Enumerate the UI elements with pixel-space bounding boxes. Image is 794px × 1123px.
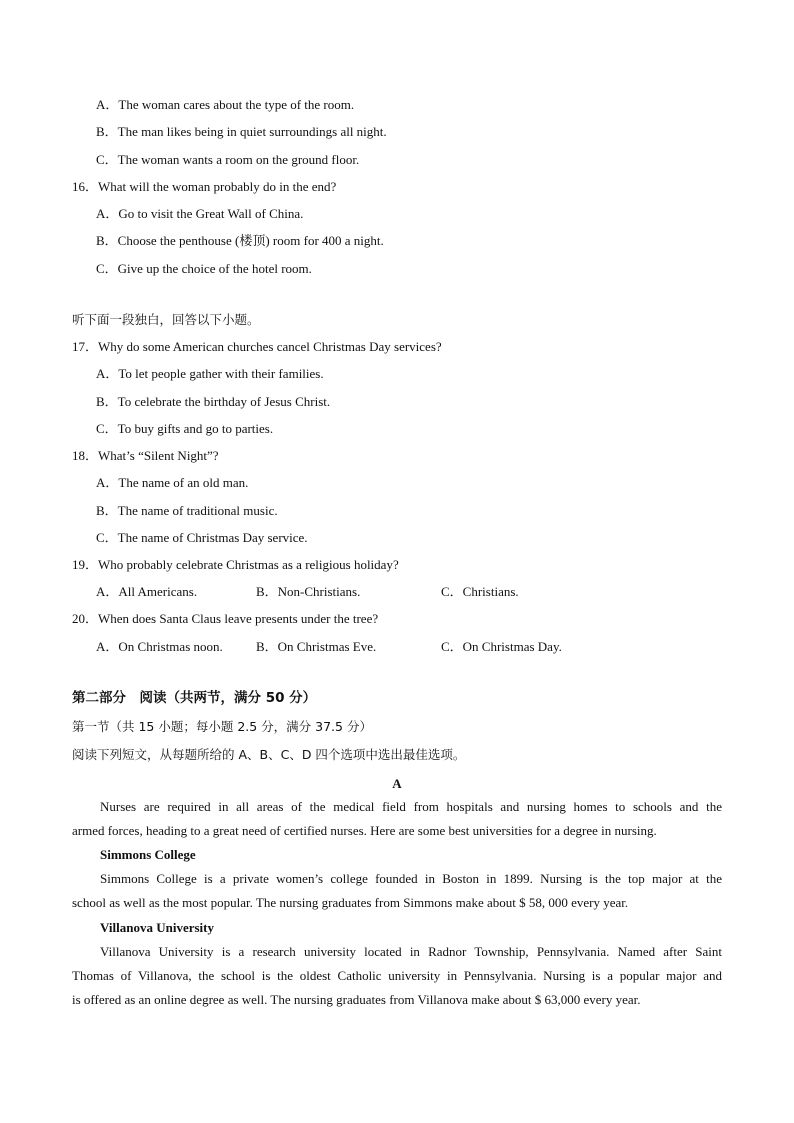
q15-option-b: B．The man likes being in quiet surroundings all night. [96,124,387,139]
simmons-line-2: school as well as the most popular. The nursing graduates from Simmons make about $ 58, 000 every year. [72,895,629,910]
villanova-line-2: Thomas of Villanova, the school is the oldest Catholic university in Pennsylvania. Nursing is a popular major and [72,968,722,983]
q17-option-b: B．To celebrate the birthday of Jesus Christ. [96,394,331,409]
q19-option-c: C．Christians. [441,584,519,599]
q20-question: 20．When does Santa Claus leave presents under the tree? [72,611,379,626]
villanova-heading: Villanova University [100,920,214,935]
q19-question: 19．Who probably celebrate Christmas as a religious holiday? [72,557,399,572]
q17-question: 17．Why do some American churches cancel Christmas Day services? [72,339,442,354]
simmons-heading: Simmons College [100,847,196,862]
q16-option-b: B．Choose the penthouse (楼顶) room for 400 a night. [96,233,384,248]
q16-option-c: C．Give up the choice of the hotel room. [96,261,312,276]
q15-option-a: A．The woman cares about the type of the room. [96,97,355,112]
q17-option-c: C．To buy gifts and go to parties. [96,421,274,436]
q20-option-a: A．On Christmas noon. [96,639,223,654]
passage-intro-line-1: Nurses are required in all areas of the medical field from hospitals and nursing homes to schools and the [100,799,722,814]
section1-heading: 第一节（共 15 小题；每小题 2.5 分，满分 37.5 分） [72,719,372,734]
reading-instruction: 阅读下列短文，从每题所给的 A、B、C、D 四个选项中选出最佳选项。 [72,747,466,762]
simmons-line-1: Simmons College is a private women’s college founded in Boston in 1899. Nursing is the top major at the [100,871,722,886]
q17-option-a: A．To let people gather with their families. [96,366,324,381]
q19-option-a: A．All Americans. [96,584,198,599]
q18-option-c: C．The name of Christmas Day service. [96,530,308,545]
q16-question: 16．What will the woman probably do in the end? [72,179,337,194]
q18-option-a: A．The name of an old man. [96,475,249,490]
villanova-line-3: is offered as an online degree as well. The nursing graduates from Villanova make about $ 63,000 every year. [72,992,641,1007]
q15-option-c: C．The woman wants a room on the ground floor. [96,152,360,167]
monologue-instruction: 听下面一段独白，回答以下小题。 [72,312,260,327]
villanova-line-1: Villanova University is a research university located in Radnor Township, Pennsylvania. Named after Saint [100,944,722,959]
q18-option-b: B．The name of traditional music. [96,503,278,518]
q19-option-b: B．Non-Christians. [256,584,361,599]
q20-option-c: C．On Christmas Day. [441,639,562,654]
q20-option-b: B．On Christmas Eve. [256,639,377,654]
part2-title: 第二部分 阅读（共两节，满分 50 分） [72,690,317,706]
passage-intro-line-2: armed forces, heading to a great need of certified nurses. Here are some best universities for a degree in nursing. [72,823,657,838]
q18-question: 18．What’s “Silent Night”? [72,448,219,463]
q16-option-a: A．Go to visit the Great Wall of China. [96,206,304,221]
passage-label: A [392,776,402,791]
